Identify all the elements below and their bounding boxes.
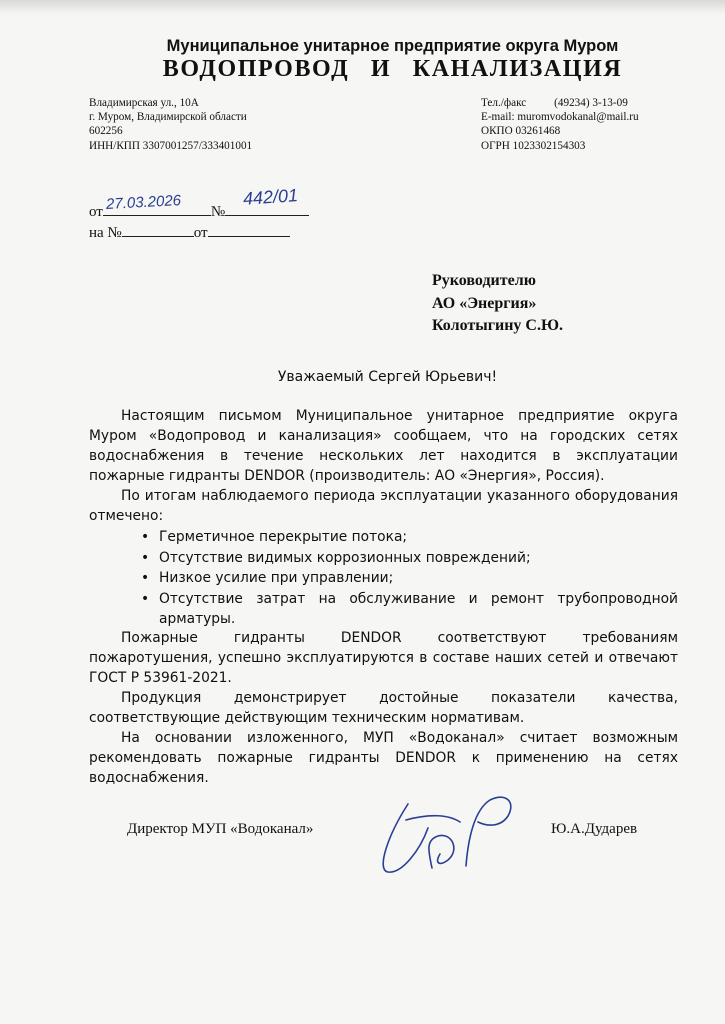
contact-line: Тел./факс (49234) 3-13-09	[481, 97, 628, 109]
address-line: Владимирская ул., 10А	[89, 97, 199, 109]
contact-line: E-mail: muromvodokanal@mail.ru	[481, 111, 639, 124]
list-item: • Отсутствие видимых коррозионных повреждений;	[143, 548, 678, 569]
incoming-ref	[89, 221, 309, 242]
paragraph-text: По итогам наблюдаемого периода эксплуатации указанного оборудования отмечено:	[89, 488, 678, 524]
list-item: • Низкое усилие при управлении;	[143, 568, 678, 589]
date-field	[103, 192, 211, 216]
bullet-icon: •	[141, 529, 150, 545]
greeting: Уважаемый Сергей Юрьевич!	[277, 369, 498, 385]
paragraph-text: Продукция демонстрирует достойные показатели качества, соответствующие действующим техническим нормативам.	[89, 690, 678, 726]
paragraph-conclusion	[89, 628, 678, 788]
reference-block	[89, 185, 309, 242]
addressee-line: Руководителю	[432, 272, 536, 289]
organization-title: ВОДОПРОВОД И КАНАЛИЗАЦИЯ	[162, 56, 623, 82]
address-line: г. Муром, Владимирской области	[89, 111, 247, 124]
paragraph-text: Настоящим письмом Муниципальное унитарное предприятие округа Муром «Водопровод и канализация» сообщаем, что на городских сетях водоснабжения в течение нескольких лет находится в эксплуатации пожарные гидранты DENDOR (производитель: АО «Энергия», Россия).	[89, 408, 678, 484]
address-line: 602256	[89, 125, 123, 138]
list-item: • Герметичное перекрытие потока;	[143, 527, 678, 548]
signatory-position: Директор МУП «Водоканал»	[127, 821, 314, 837]
address-line: ИНН/КПП 3307001257/333401001	[89, 139, 253, 152]
number-field	[225, 185, 309, 216]
bullet-icon: •	[141, 570, 150, 586]
list-item: • Отсутствие затрат на обслуживание и ремонт трубопроводной арматуры.	[141, 590, 678, 627]
observations-list	[143, 527, 678, 630]
handwritten-signature	[368, 780, 528, 880]
outgoing-ref	[89, 185, 309, 221]
number-label: №	[210, 204, 226, 220]
contact-line: ОГРН 1023302154303	[481, 139, 586, 152]
signatory-name: Ю.А.Дударев	[551, 821, 638, 837]
contacts-block	[481, 96, 639, 153]
handwritten-date: 27.03.2026	[105, 192, 182, 213]
address-block	[89, 96, 252, 153]
on-date-field	[208, 221, 290, 237]
paragraph-text: На основании изложенного, МУП «Водоканал» считает возможным рекомендовать пожарные гидранты DENDOR к применению на сетях водоснабжения.	[89, 730, 678, 786]
bullet-icon: •	[141, 590, 150, 607]
organization-name: Муниципальное унитарное предприятие округа Муром	[166, 37, 619, 55]
addressee-line: Колотыгину С.Ю.	[432, 317, 563, 334]
addressee-line: АО «Энергия»	[432, 294, 537, 312]
contact-line: ОКПО 03261468	[481, 125, 561, 138]
on-number-label: на №	[89, 225, 122, 241]
handwritten-number: 442/01	[242, 185, 299, 209]
scan-edge-shadow	[0, 0, 725, 14]
addressee-block	[432, 270, 563, 338]
on-number-field	[122, 221, 194, 237]
bullet-icon: •	[141, 549, 150, 566]
on-from-label: от	[193, 225, 208, 241]
from-label: от	[89, 204, 103, 220]
paragraph-intro	[89, 406, 678, 526]
paragraph-text: Пожарные гидранты DENDOR соответствуют требованиям пожаротушения, успешно эксплуатируются в составе наших сетей и отвечают ГОСТ Р 53961-2021.	[89, 630, 678, 686]
